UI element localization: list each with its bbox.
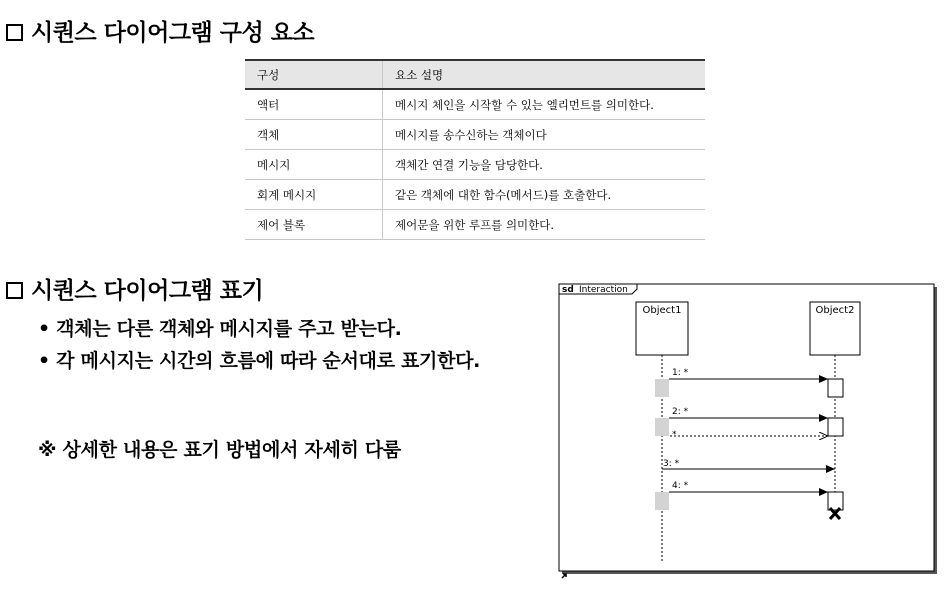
square-bullet-icon <box>6 282 23 299</box>
table-row <box>245 89 705 120</box>
cell-description: 메시지 체인을 시작할 수 있는 엘리먼트를 의미한다. <box>383 89 706 120</box>
actor-activation <box>655 379 669 397</box>
header-component: 구성 <box>245 60 383 89</box>
table-row <box>245 150 705 180</box>
actor-activation <box>655 492 669 510</box>
actor-activation <box>655 418 669 436</box>
message-label-1: 1: * <box>672 368 689 378</box>
interaction-frame <box>559 284 934 571</box>
message-label-4: 4: * <box>672 481 689 491</box>
activation-box <box>828 492 843 510</box>
table-row <box>245 210 705 240</box>
square-bullet-icon <box>6 24 23 41</box>
section-title-components: 시퀀스 다이어그램 구성 요소 <box>6 14 314 47</box>
cell-component: 제어 블록 <box>245 210 383 240</box>
cell-component: 액터 <box>245 89 383 120</box>
components-table <box>245 59 705 240</box>
cell-component: 객체 <box>245 120 383 150</box>
frame-keyword: sd <box>562 285 574 295</box>
sequence-diagram <box>555 280 940 585</box>
activation-box <box>828 418 843 436</box>
cell-description: 메시지를 송수신하는 객체이다 <box>383 120 706 150</box>
table-header-row <box>245 60 705 89</box>
object1-label: Object1 <box>642 305 682 316</box>
message-label-2: 2: * <box>672 407 689 417</box>
return-label: * <box>672 430 677 440</box>
object2-label: Object2 <box>815 305 855 316</box>
message-label-3: 3: * <box>663 459 680 469</box>
cell-description: 같은 객체에 대한 함수(메서드)를 호출한다. <box>383 180 706 210</box>
reference-note: ※ 상세한 내용은 표기 방법에서 자세히 다룸 <box>38 439 401 461</box>
section-title-notation: 시퀀스 다이어그램 표기 <box>6 272 263 305</box>
bullet-item: • 각 메시지는 시간의 흐름에 따라 순서대로 표기한다. <box>38 350 481 372</box>
frame-name: Interaction <box>579 285 628 295</box>
cell-component: 메시지 <box>245 150 383 180</box>
bullet-list <box>38 313 480 377</box>
cell-component: 회계 메시지 <box>245 180 383 210</box>
header-description: 요소 설명 <box>383 60 706 89</box>
resize-handle-icon[interactable] <box>562 574 566 578</box>
table-row <box>245 120 705 150</box>
table-row <box>245 180 705 210</box>
cell-description: 객체간 연결 기능을 담당한다. <box>383 150 706 180</box>
cell-description: 제어문을 위한 루프를 의미한다. <box>383 210 706 240</box>
bullet-item: • 객체는 다른 객체와 메시지를 주고 받는다. <box>38 318 402 340</box>
activation-box <box>828 379 843 397</box>
